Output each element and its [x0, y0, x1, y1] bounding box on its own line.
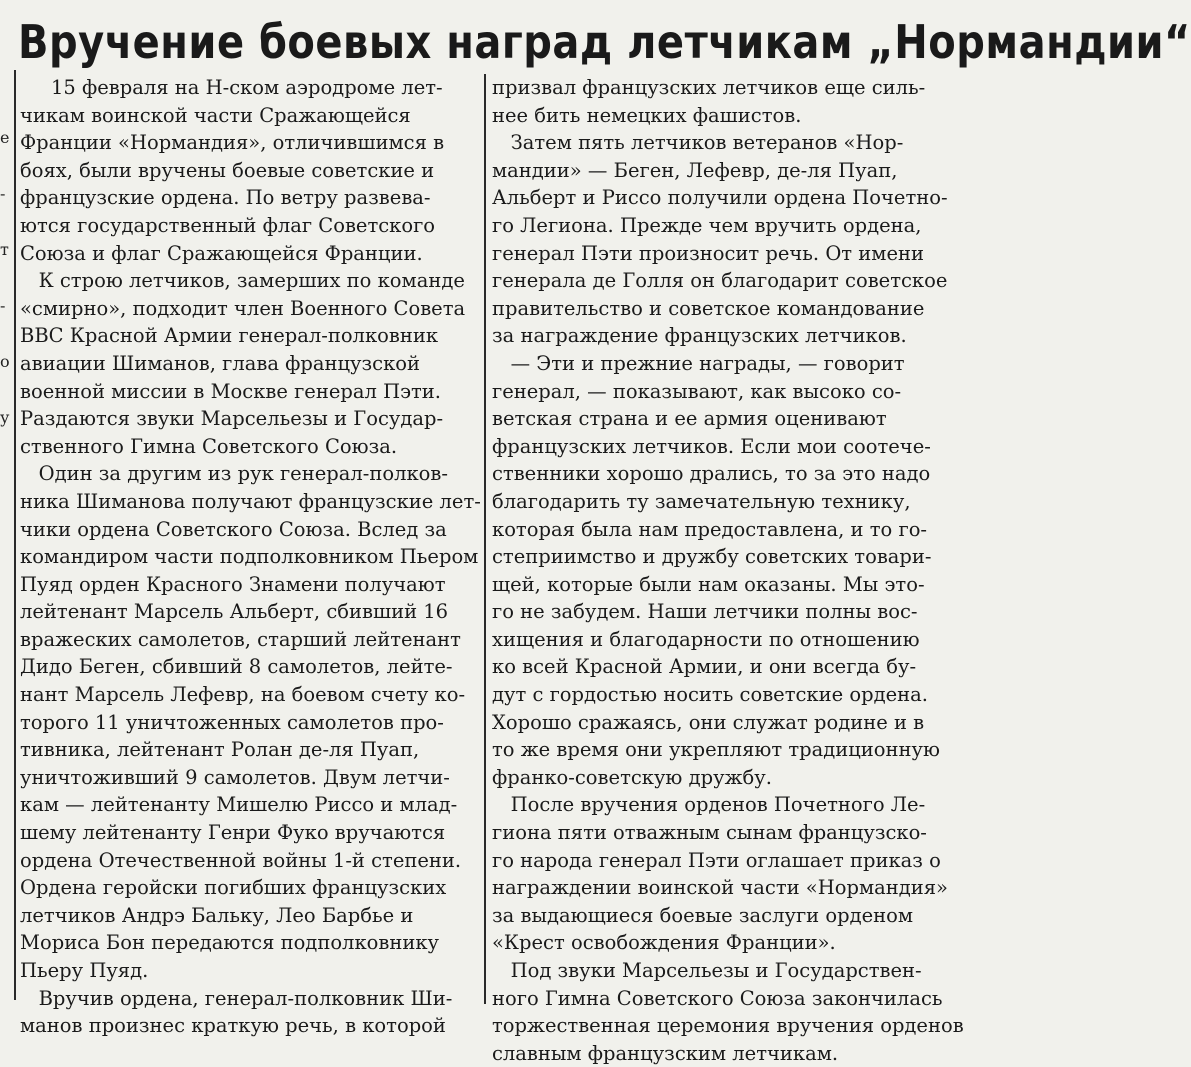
article-line: ко всей Красной Армии, и они всегда бу- [492, 655, 917, 679]
article-line: 15 февраля на Н-ском аэродроме лет- [20, 76, 443, 99]
article-line: вражеских самолетов, старший лейтенант [20, 627, 461, 651]
margin-fragment: - [0, 184, 6, 203]
article-line: дут с гордостью носить советские ордена. [492, 683, 928, 707]
article-line: Ордена геройски погибших французских [20, 876, 447, 900]
article-line: хищения и благодарности по отношению [492, 627, 920, 651]
article-line: Франции «Нормандия», отличившимся в [20, 131, 445, 155]
article-line: за награждение французских летчиков. [492, 324, 907, 348]
article-line: ственники хорошо дрались, то за это надо [492, 462, 931, 486]
left-border-rule [14, 70, 16, 1000]
article-line: боях, были вручены боевые советские и [20, 158, 435, 182]
article-line: Пьеру Пуяд. [20, 959, 149, 982]
article-line: славным французским летчикам. [492, 1041, 839, 1065]
article-line: ника Шиманова получают французские лет- [20, 489, 481, 513]
article-line: лейтенант Марсель Альберт, сбивший 16 [20, 600, 449, 624]
article-line: ордена Отечественной войны 1-й степени. [20, 848, 462, 872]
column-divider-rule [484, 74, 486, 1004]
article-line: чики ордена Советского Союза. Вслед за [20, 517, 447, 541]
article-line: го Легиона. Прежде чем вручить ордена, [492, 213, 922, 237]
article-line: авиации Шиманов, глава французской [20, 351, 421, 375]
article-line: французских летчиков. Если мои соотече- [492, 434, 931, 458]
article-line: гиона пяти отважным сынам французско- [492, 821, 927, 845]
article-line: уничтоживший 9 самолетов. Двум летчи- [20, 765, 450, 789]
article-line: Союза и флаг Сражающейся Франции. [20, 241, 423, 265]
article-line: награждении воинской части «Нормандия» [492, 876, 948, 900]
article-line: призвал французских летчиков еще силь- [492, 76, 926, 99]
article-line: нант Марсель Лефевр, на боевом счету ко- [20, 683, 466, 707]
article-line: чикам воинской части Сражающейся [20, 103, 411, 127]
article-line: степриимство и дружбу советских товари- [492, 545, 932, 569]
article-line: го народа генерал Пэти оглашает приказ о [492, 848, 941, 872]
margin-fragment: т [0, 240, 9, 259]
article-line: Под звуки Марсельезы и Государствен- [492, 959, 922, 982]
article-line: генерал Пэти произносит речь. От имени [492, 241, 924, 265]
article-line: военной миссии в Москве генерал Пэти. [20, 379, 441, 403]
article-line: Вручив ордена, генерал-полковник Ши- [20, 986, 453, 1010]
article-line: франко-советскую дружбу. [492, 765, 772, 789]
article-line: «Крест освобождения Франции». [492, 931, 836, 955]
margin-fragment: е [0, 128, 10, 147]
article-line: Альберт и Риссо получили ордена Почетно- [492, 186, 948, 210]
article-line: которая была нам предоставлена, и то го- [492, 517, 928, 541]
article-line: ВВС Красной Армии генерал-полковник [20, 324, 439, 348]
article-line: Хорошо сражаясь, они служат родине и в [492, 710, 925, 734]
article-line: за выдающиеся боевые заслуги орденом [492, 903, 914, 927]
article-line: французские ордена. По ветру развева- [20, 186, 431, 210]
margin-fragment: у [0, 408, 10, 427]
article-line: командиром части подполковником Пьером [20, 545, 479, 569]
article-line: «смирно», подходит член Военного Совета [20, 296, 466, 320]
article-line: манов произнес краткую речь, в которой [20, 1014, 446, 1038]
article-line: летчиков Андрэ Бальку, Лео Барбье и [20, 903, 414, 927]
article-line: шему лейтенанту Генри Фуко вручаются [20, 821, 446, 845]
article-line: кам — лейтенанту Мишелю Риссо и млад- [20, 793, 458, 817]
article-line: мандии» — Беген, Лефевр, де-ля Пуап, [492, 158, 898, 182]
article-line: то же время они укрепляют традиционную [492, 738, 940, 762]
margin-fragment: - [0, 296, 6, 315]
article-line: тивника, лейтенант Ролан де-ля Пуап, [20, 738, 420, 762]
article-line: торжественная церемония вручения орденов [492, 1014, 964, 1038]
article-line: ственного Гимна Советского Союза. [20, 434, 398, 458]
article-column-left [20, 74, 480, 1040]
article-line: К строю летчиков, замерших по команде [20, 269, 465, 293]
article-line: Затем пять летчиков ветеранов «Нор- [492, 131, 904, 155]
article-line: генерала де Голля он благодарит советское [492, 269, 948, 293]
article-line: нее бить немецких фашистов. [492, 103, 802, 127]
article-line: Раздаются звуки Марсельезы и Государ- [20, 407, 444, 431]
article-headline: Вручение боевых наград летчикам „Нормандии“ [18, 16, 1191, 70]
margin-fragment: о [0, 352, 10, 371]
article-line: щей, которые были нам оказаны. Мы это- [492, 572, 925, 596]
article-line: благодарить ту замечательную технику, [492, 489, 911, 513]
article-line: генерал, — показывают, как высоко со- [492, 379, 902, 403]
article-line: правительство и советское командование [492, 296, 925, 320]
article-line: ного Гимна Советского Союза закончилась [492, 986, 943, 1010]
article-column-right [492, 74, 964, 1067]
left-margin-fragments [0, 110, 14, 630]
article-line: ются государственный флаг Советского [20, 213, 436, 237]
article-line: ветская страна и ее армия оценивают [492, 407, 887, 431]
article-line: Пуяд орден Красного Знамени получают [20, 572, 446, 596]
article-line: Мориса Бон передаются подполковнику [20, 931, 440, 955]
article-line: Дидо Беген, сбивший 8 самолетов, лейте- [20, 655, 453, 679]
article-line: торого 11 уничтоженных самолетов про- [20, 710, 444, 734]
article-line: После вручения орденов Почетного Ле- [492, 793, 926, 817]
article-line: Один за другим из рук генерал-полков- [20, 462, 448, 486]
article-line: го не забудем. Наши летчики полны вос- [492, 600, 918, 624]
article-line: — Эти и прежние награды, — говорит [492, 351, 905, 375]
